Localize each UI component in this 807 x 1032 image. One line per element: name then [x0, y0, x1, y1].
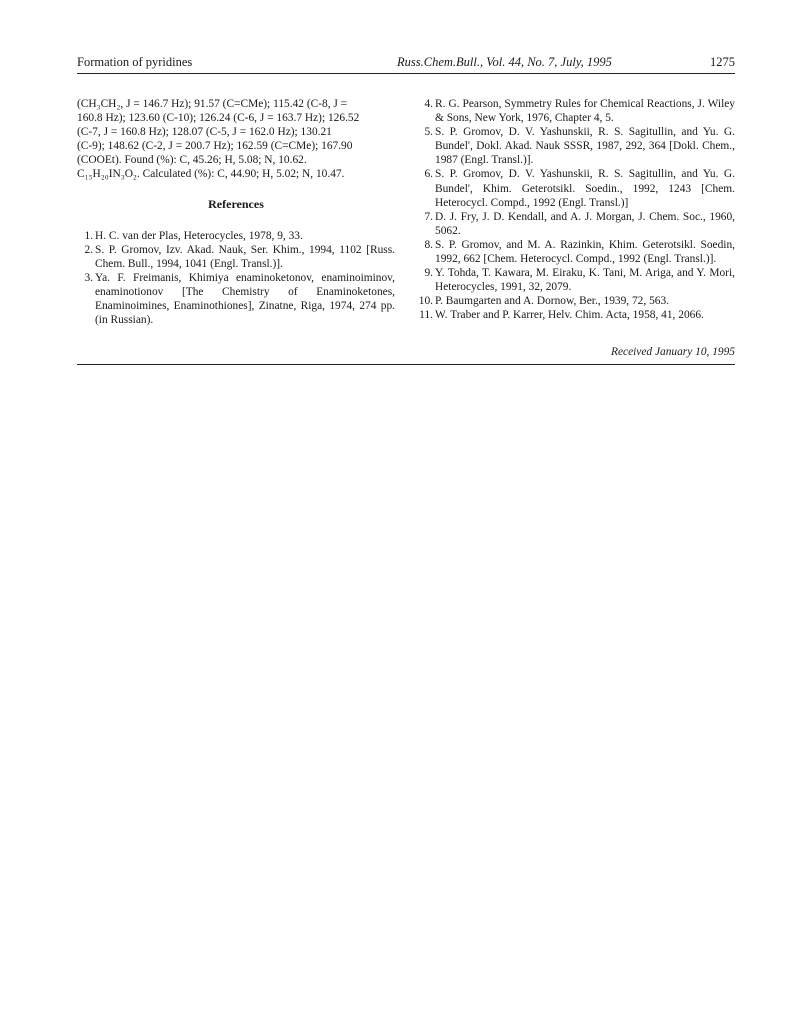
body-line: (C-7, J = 160.8 Hz); 128.07 (C-5, J = 162.0 Hz); 130.21 — [77, 126, 332, 139]
journal-citation: Russ.Chem.Bull., Vol. 44, No. 7, July, 1995 — [397, 55, 612, 69]
reference-text: Y. Tohda, T. Kawara, M. Eiraku, K. Tani, M. Ariga, and Y. Mori, Heterocycles, 1991, 32, 2079. — [435, 267, 735, 294]
body-paragraph — [77, 97, 395, 182]
reference-number: 8. — [424, 238, 433, 251]
reference-item — [417, 125, 735, 167]
reference-number: 4. — [424, 98, 433, 110]
reference-number: 10. — [418, 295, 433, 308]
reference-text: P. Baumgarten and A. Dornow, Ber., 1939, 72, 563. — [435, 295, 670, 308]
body-line: (CH₃CH₂, J = 146.7 Hz); 91.57 (C=CMe); 115.42 (C-8, J = — [77, 98, 348, 110]
body-line: (COOEt). Found (%): C, 45.26; H, 5.08; N, 10.62. — [77, 154, 307, 167]
reference-item — [77, 271, 395, 327]
reference-item — [417, 238, 735, 266]
body-line: C₁₅H₂₀IN₃O₂. Calculated (%): C, 44.90; H, 5.02; N, 10.47. — [77, 168, 345, 181]
reference-text: R. G. Pearson, Symmetry Rules for Chemical Reactions, J. Wiley & Sons, New York, 1976, Chapter 4, 5. — [435, 98, 735, 125]
reference-item — [77, 243, 395, 271]
left-column — [77, 97, 395, 327]
reference-number: 6. — [424, 168, 433, 181]
running-header — [77, 54, 735, 70]
body-line: 160.8 Hz); 123.60 (C-10); 126.24 (C-6, J = 163.7 Hz); 126.52 — [77, 112, 360, 125]
reference-item — [417, 266, 735, 294]
reference-text: H. C. van der Plas, Heterocycles, 1978, 9, 33. — [95, 229, 303, 242]
reference-item — [417, 97, 735, 125]
header-rule — [77, 73, 735, 74]
right-column — [417, 97, 735, 323]
reference-text: S. P. Gromov, D. V. Yashunskii, R. S. Sagitullin, and Yu. G. Bundel', Khim. Geterotsikl. Soedin., 1992, 1243 [Chem. Heterocycl. Compd., 1992 (Engl. Transl.)] — [435, 168, 735, 209]
reference-text: Ya. F. Freimanis, Khimiya enaminoketonov, enaminoiminov, enaminotionov [The Chemistry of Enaminoketones, Enaminoimines, Enaminothiones], Zinatne, Riga, 1974, 274 pp. (in Russian). — [95, 271, 395, 327]
reference-number: 11. — [419, 309, 433, 322]
received-date: Received January 10, 1995 — [611, 346, 735, 358]
references-heading: References — [208, 196, 264, 211]
reference-text: W. Traber and P. Karrer, Helv. Chim. Acta, 1958, 41, 2066. — [435, 309, 704, 322]
footer-rule — [77, 364, 735, 365]
reference-text: D. J. Fry, J. D. Kendall, and A. J. Morgan, J. Chem. Soc., 1960, 5062. — [435, 210, 735, 237]
reference-item — [417, 308, 735, 322]
reference-number: 2. — [84, 243, 93, 256]
page-number: 1275 — [710, 55, 735, 69]
running-title: Formation of pyridines — [77, 55, 193, 69]
reference-number: 5. — [424, 126, 433, 139]
reference-text: S. P. Gromov, and M. A. Razinkin, Khim. Geterotsikl. Soedin, 1992, 662 [Chem. Heterocycl. Compd., 1992 (Engl. Transl.)]. — [435, 238, 735, 266]
reference-number: 9. — [424, 267, 433, 280]
body-line: (C-9); 148.62 (C-2, J = 200.7 Hz); 162.59 (C=CMe); 167.90 — [77, 140, 353, 153]
reference-text: S. P. Gromov, D. V. Yashunskii, R. S. Sagitullin, and Yu. G. Bundel', Dokl. Akad. Nauk SSSR, 1987, 292, 364 [Dokl. Chem., 1987 (Engl. Transl.)]. — [435, 126, 735, 167]
reference-item — [417, 210, 735, 238]
reference-item — [77, 229, 395, 243]
reference-number: 7. — [424, 210, 433, 223]
reference-item — [417, 294, 735, 308]
reference-number: 1. — [84, 229, 93, 242]
reference-item — [417, 167, 735, 209]
reference-text: S. P. Gromov, Izv. Akad. Nauk, Ser. Khim., 1994, 1102 [Russ. Chem. Bull., 1994, 1041 (Engl. Transl.)]. — [95, 243, 395, 270]
reference-number: 3. — [84, 271, 93, 284]
